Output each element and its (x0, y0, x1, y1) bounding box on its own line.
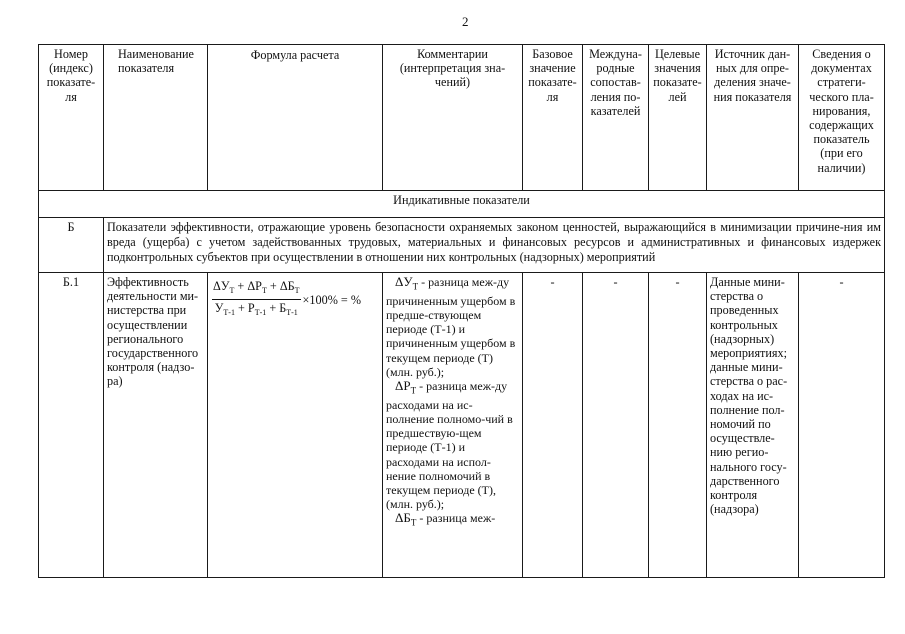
comment-symbol-text: ΔР (395, 378, 411, 394)
formula-multiplier: ×100% = % (302, 292, 361, 307)
formula-den-sub-3: Т-1 (286, 308, 298, 318)
group-row (39, 218, 885, 273)
formula-num-sub-1: Т (229, 286, 235, 295)
formula-den-term-3: Б (279, 301, 287, 316)
formula-plus: + (269, 301, 277, 316)
formula-plus: + (238, 301, 245, 316)
formula-num-sub-3: Т (294, 286, 300, 295)
formula-den-sub-1: Т-1 (223, 308, 235, 318)
header-formula: Формула расчета (208, 45, 383, 191)
row-documents: - (799, 273, 885, 578)
comment-symbol (395, 511, 416, 530)
header-source: Источник дан-ных для опре-деления значе-ния показателя (707, 45, 799, 191)
page-number: 2 (462, 14, 469, 29)
formula-plus: + (269, 279, 277, 293)
comment-item (386, 511, 519, 530)
comment-symbol (395, 379, 416, 398)
comment-item (386, 379, 519, 511)
section-title: Индикативные показатели (39, 191, 885, 218)
row-international: - (583, 273, 649, 578)
comment-symbol (395, 275, 418, 294)
formula-fraction (212, 279, 301, 320)
comment-symbol-sub: Т (412, 281, 419, 292)
group-description: Показатели эффективности, отражающие уровень безопасности охраняемых законом ценностей, выражающийся в минимизации причине-ния им вреда (ущерба) с учетом задействованных трудовых, материальных и финансовых ресурсов и административных и финансовых издержек подконтрольных субъектов при осуществлении в отношении них контрольных (надзорных) мероприятий (104, 218, 885, 273)
header-name: Наименование показателя (104, 45, 208, 191)
row-source: Данные мини-стерства о проведенных контрольных (надзорных) мероприятиях; данные мини-стерства о рас-ходах на ис-полнение пол-номочий по осуществле-нию регио-нального госу-дарственного контроля (надзора) (707, 273, 799, 578)
formula-num-term-2: ΔР (247, 279, 262, 293)
formula-den-term-1: У (214, 301, 224, 316)
comment-text: - разница меж-ду причиненным ущербом в предше-ствующем периоде (Т-1) и причиненным ущербом в текущем периоде (Т) (млн. руб.); (386, 275, 516, 379)
section-row (39, 191, 885, 218)
row-comments (383, 273, 523, 578)
comment-item (386, 275, 519, 379)
row-formula-cell (208, 273, 383, 578)
header-index: Номер (индекс) показате-ля (39, 45, 104, 191)
row-target: - (649, 273, 707, 578)
formula-denominator (215, 300, 298, 320)
comment-text: - разница меж- (419, 511, 496, 526)
formula-den-term-2: Р (247, 301, 255, 316)
formula-num-sub-2: Т (261, 286, 267, 295)
formula-plus: + (237, 279, 245, 293)
group-code: Б (39, 218, 104, 273)
comment-symbol-sub: Т (410, 385, 417, 396)
header-base-value: Базовое значение показате-ля (523, 45, 583, 191)
formula-numerator (212, 279, 301, 300)
header-comments: Комментарии (интерпретация зна-чений) (383, 45, 523, 191)
header-documents: Сведения о документах стратеги-ческого пла-нирования, содержащих показатель (при его наличии) (799, 45, 885, 191)
table-header-row (39, 45, 885, 191)
comment-text: - разница меж-ду расходами на ис-полнение полномо-чий в предшествую-щем периоде (Т-1) и расходами на испол-нение полномочий в текущем периоде (Т), (млн. руб.); (386, 379, 513, 512)
formula-den-sub-2: Т-1 (254, 308, 267, 318)
row-name: Эффективность деятельности ми-нистерства при осуществлении регионального государственного контроля (надзо-ра) (104, 273, 208, 578)
header-target: Целевые значения показате-лей (649, 45, 707, 191)
efficiency-formula (212, 279, 361, 320)
header-international: Междуна-родные сопостав-ления по-казателей (583, 45, 649, 191)
table-row (39, 273, 885, 578)
comment-symbol-sub: Т (410, 518, 417, 529)
row-code: Б.1 (39, 273, 104, 578)
comment-symbol-text: ΔБ (395, 510, 411, 526)
formula-num-term-3: ΔБ (279, 279, 295, 293)
indicators-table (38, 44, 885, 578)
comment-symbol-text: ΔУ (395, 274, 413, 289)
row-base-value: - (523, 273, 583, 578)
formula-num-term-1: ΔУ (213, 279, 230, 293)
